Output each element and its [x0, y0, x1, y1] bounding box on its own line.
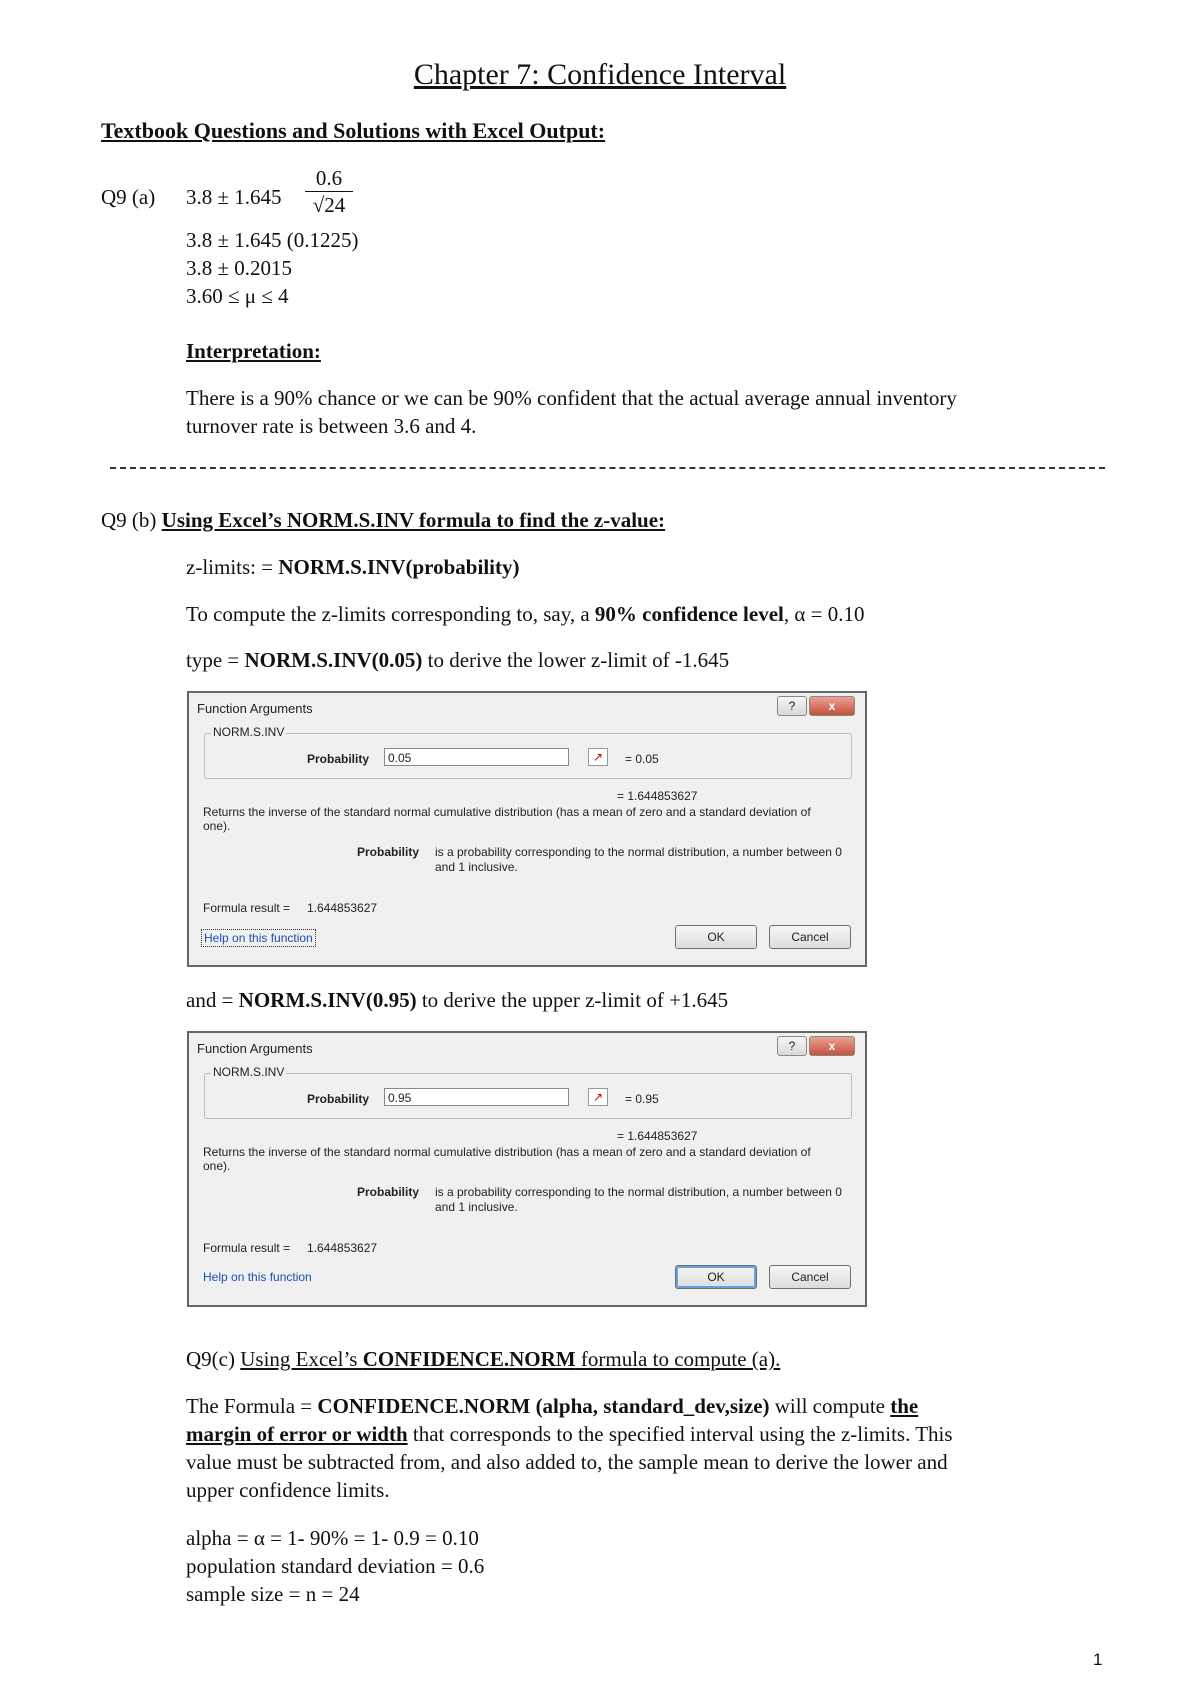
close-icon[interactable]: x — [809, 1036, 855, 1056]
fraction-numerator: 0.6 — [315, 166, 343, 190]
zlimits-prefix: z-limits: = — [186, 555, 279, 579]
q9c-heading-suffix: formula to compute (a). — [575, 1347, 781, 1371]
probability-input[interactable]: 0.95 — [384, 1088, 569, 1106]
probability-label: Probability — [307, 752, 370, 766]
q9a-label: Q9 (a) — [101, 185, 156, 209]
help-link[interactable]: Help on this function — [203, 1270, 312, 1284]
stdev-line: population standard deviation = 0.6 — [186, 1554, 485, 1578]
q9a-step-2: 3.8 ± 1.645 (0.1225) — [186, 228, 359, 252]
formula-line-3: value must be subtracted from, and also added to, the sample mean to derive the lower and — [186, 1450, 948, 1474]
close-icon[interactable]: x — [809, 696, 855, 716]
function-arguments-dialog-lower — [187, 691, 867, 967]
q9a-fraction — [305, 166, 353, 218]
argument-description: is a probability corresponding to the normal distribution, a number between 0 and 1 inclusive. — [435, 1185, 842, 1214]
q9b-heading: Using Excel’s NORM.S.INV formula to find the z-value: — [161, 508, 666, 532]
range-select-icon[interactable]: ↗ — [588, 748, 608, 766]
q9c-heading-prefix: Using Excel’s — [240, 1347, 363, 1371]
ok-button[interactable]: OK — [675, 925, 757, 949]
ok-button[interactable]: OK — [675, 1265, 757, 1289]
argument-group — [204, 1065, 852, 1119]
argument-group — [204, 725, 852, 779]
compute-line — [186, 601, 864, 628]
argument-name: Probability — [357, 845, 420, 859]
formula-line-2-text: that corresponds to the specified interval using the z-limits. This — [407, 1422, 953, 1446]
q9c-heading — [240, 1347, 780, 1371]
formula-line-1 — [186, 1393, 918, 1420]
interpretation-line-2: turnover rate is between 3.6 and 4. — [186, 414, 477, 438]
formula-line-4: upper confidence limits. — [186, 1478, 390, 1502]
cancel-button[interactable]: Cancel — [769, 925, 851, 949]
calculated-value: = 1.644853627 — [617, 789, 698, 803]
calculated-value: = 1.644853627 — [617, 1129, 698, 1143]
dialog-window-controls — [777, 1036, 855, 1056]
formula-prefix: The Formula = — [186, 1394, 318, 1418]
formula-result-value: 1.644853627 — [307, 901, 378, 915]
interpretation-heading: Interpretation: — [186, 339, 321, 363]
formula-function: CONFIDENCE.NORM (alpha, standard_dev,size) — [317, 1394, 770, 1418]
function-name: NORM.S.INV — [213, 725, 285, 739]
q9a-step-3: 3.8 ± 0.2015 — [186, 256, 293, 280]
formula-mid: will compute — [769, 1394, 891, 1418]
q9c-label: Q9(c) — [186, 1347, 241, 1371]
type-prefix: type = — [186, 648, 245, 672]
sample-size-line: sample size = n = 24 — [186, 1582, 360, 1606]
fraction-denominator: √24 — [312, 193, 346, 217]
section-divider — [110, 467, 1105, 469]
type-formula: NORM.S.INV(0.05) — [244, 648, 423, 672]
range-select-icon[interactable]: ↗ — [588, 1088, 608, 1106]
type-suffix: to derive the lower z-limit of -1.645 — [422, 648, 730, 672]
q9a-expression: 3.8 ± 1.645 — [186, 185, 282, 209]
formula-result-label: Formula result = — [203, 1241, 291, 1255]
formula-result-label: Formula result = — [203, 901, 291, 915]
compute-alpha: , α = 0.10 — [783, 602, 865, 626]
probability-evaluated: = 0.05 — [625, 752, 659, 766]
compute-confidence: 90% confidence level — [594, 602, 784, 626]
margin-of-error-term: margin of error or width — [186, 1422, 408, 1446]
cancel-button[interactable]: Cancel — [769, 1265, 851, 1289]
dialog-title: Function Arguments — [197, 701, 313, 716]
type-line — [186, 647, 729, 674]
q9a-step-4: 3.60 ≤ μ ≤ 4 — [186, 284, 289, 308]
and-line — [186, 987, 728, 1014]
formula-line-2 — [186, 1421, 953, 1448]
probability-label: Probability — [307, 1092, 370, 1106]
function-description: Returns the inverse of the standard normal cumulative distribution (has a mean of zero and a standard deviation of one). — [203, 1145, 811, 1173]
q9b-label: Q9 (b) — [101, 508, 157, 532]
dialog-title: Function Arguments — [197, 1041, 313, 1056]
help-question-icon[interactable]: ? — [777, 696, 807, 716]
zlimits-line — [186, 554, 519, 581]
zlimits-formula: NORM.S.INV(probability) — [278, 555, 520, 579]
section-subtitle: Textbook Questions and Solutions with Excel Output: — [101, 118, 606, 143]
argument-name: Probability — [357, 1185, 420, 1199]
q9c-heading-function: CONFIDENCE.NORM — [362, 1347, 576, 1371]
probability-evaluated: = 0.95 — [625, 1092, 659, 1106]
interpretation-line-1: There is a 90% chance or we can be 90% confident that the actual average annual inventory — [186, 386, 957, 410]
help-question-icon[interactable]: ? — [777, 1036, 807, 1056]
page-number: 1 — [1093, 1650, 1103, 1669]
and-prefix: and = — [186, 988, 239, 1012]
page-title: Chapter 7: Confidence Interval — [413, 58, 787, 91]
compute-prefix: To compute the z-limits corresponding to, say, a — [186, 602, 595, 626]
q9b-line — [101, 507, 665, 534]
alpha-line: alpha = α = 1- 90% = 1- 0.9 = 0.10 — [186, 1526, 479, 1550]
formula-the: the — [890, 1394, 919, 1418]
function-arguments-dialog-upper — [187, 1031, 867, 1307]
argument-description: is a probability corresponding to the normal distribution, a number between 0 and 1 inclusive. — [435, 845, 842, 874]
q9c-line — [186, 1346, 780, 1373]
probability-input[interactable]: 0.05 — [384, 748, 569, 766]
and-suffix: to derive the upper z-limit of +1.645 — [416, 988, 729, 1012]
dialog-window-controls — [777, 696, 855, 716]
and-formula: NORM.S.INV(0.95) — [238, 988, 417, 1012]
formula-result-value: 1.644853627 — [307, 1241, 378, 1255]
function-name: NORM.S.INV — [213, 1065, 285, 1079]
function-description: Returns the inverse of the standard normal cumulative distribution (has a mean of zero and a standard deviation of one). — [203, 805, 811, 833]
help-link[interactable]: Help on this function — [201, 929, 316, 947]
